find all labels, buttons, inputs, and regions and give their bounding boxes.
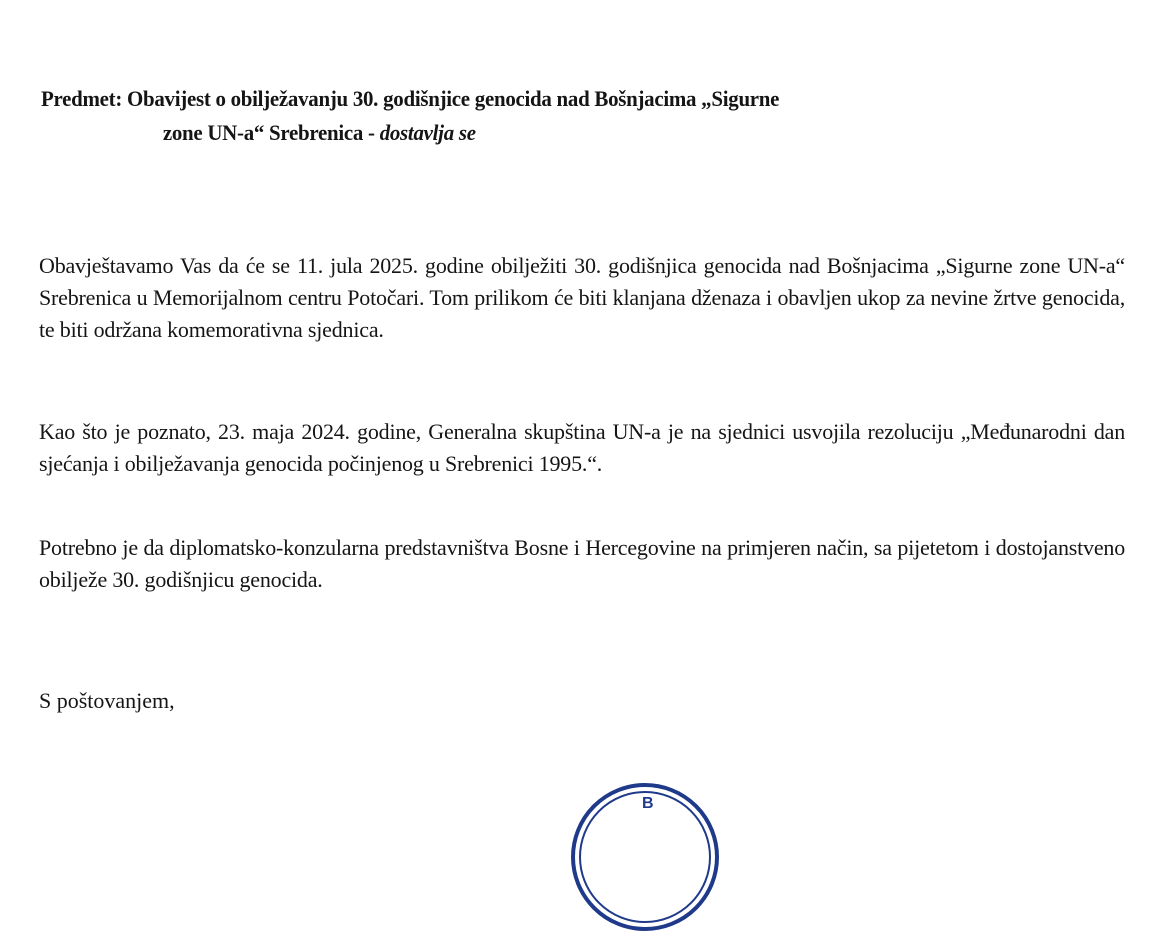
body-paragraph-2: Kao što je poznato, 23. maja 2024. godine, Generalna skupština UN-a je na sjednici usvojila rezoluciju „Međunarodni dan sjećanja i obilježavanja genocida počinjenog u Srebrenici 1995.“.	[39, 419, 1125, 476]
svg-text:B: B	[642, 795, 654, 812]
body-paragraph-3: Potrebno je da diplomatsko-konzularna predstavništva Bosne i Hercegovine na primjeren način, sa pijetetom i dostojanstveno obilježe 30. godišnjicu genocida.	[39, 535, 1125, 592]
subject-line-2-italic: dostavlja se	[379, 120, 476, 145]
closing-salutation: S poštovanjem,	[39, 688, 175, 713]
subject-line-2-text: zone UN-a“ Srebrenica -	[162, 120, 380, 145]
subject-heading	[41, 82, 1055, 150]
official-stamp-icon	[570, 782, 720, 932]
body-paragraph-1: Obavještavamo Vas da će se 11. jula 2025. godine obilježiti 30. godišnjica genocida nad Bošnjacima „Sigurne zone UN-a“ Srebrenica u Memorijalnom centru Potočari. Tom prilikom će biti klanjana dženaza i obavljen ukop za nevine žrtve genocida, te biti održana komemorativna sjednica.	[39, 253, 1125, 342]
subject-line-1: Obavijest o obilježavanju 30. godišnjice genocida nad Bošnjacima „Sigurne	[126, 86, 780, 111]
subject-label: Predmet:	[41, 86, 123, 111]
subject-line-2	[41, 116, 1055, 150]
